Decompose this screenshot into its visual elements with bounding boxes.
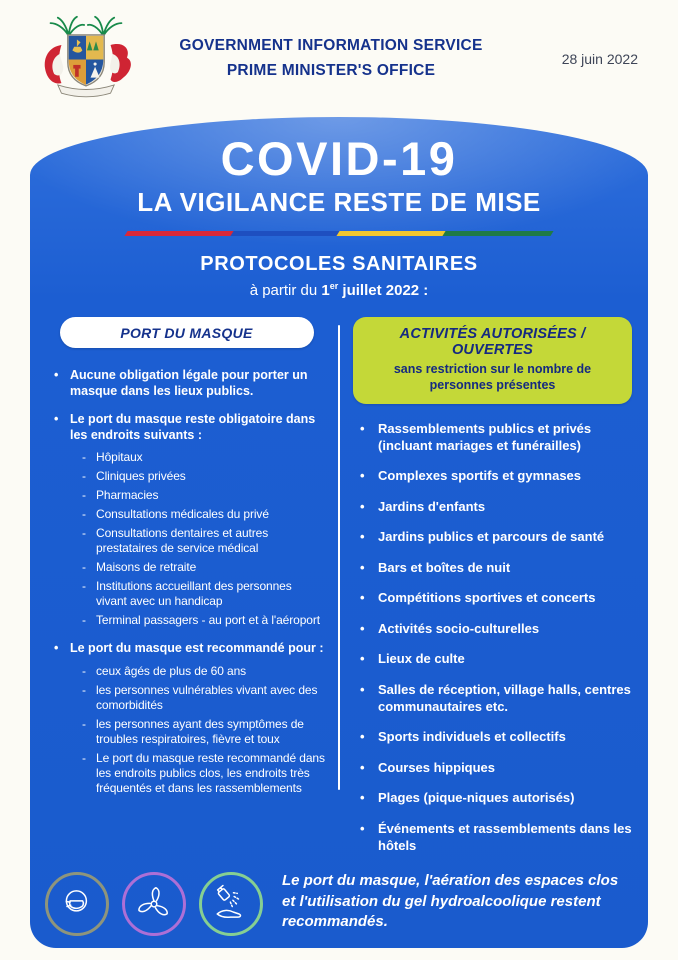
subitem-text: Maisons de retraite (96, 560, 197, 574)
activity-text: Rassemblements publics et privés (incluant mariages et funérailles) (378, 420, 592, 453)
content-columns (42, 317, 636, 867)
activity-text: Sports individuels et collectifs (378, 729, 566, 744)
activity-text: Plages (pique-niques autorisés) (378, 790, 575, 805)
effective-rest: juillet 2022 : (338, 282, 429, 300)
activity-item (353, 467, 636, 484)
mask-rule-subitem (82, 526, 325, 556)
dash-marker: - (82, 507, 86, 521)
mask-rule-subitem (82, 717, 325, 747)
bullet-marker: • (360, 559, 365, 575)
subitem-text: Pharmacies (96, 488, 159, 502)
masthead (0, 0, 678, 117)
dash-marker: - (82, 450, 86, 464)
bullet-marker: • (360, 420, 365, 436)
dash-marker: - (82, 663, 86, 678)
subitem-text: Consultations médicales du privé (96, 507, 269, 521)
activity-item (353, 589, 636, 606)
flag-segment (124, 231, 235, 236)
mask-rule-text: Aucune obligation légale pour porter un masque dans les lieux publics. (70, 368, 308, 398)
agency-title (136, 34, 526, 82)
dash-marker: - (82, 469, 86, 483)
bullet-marker: • (360, 468, 365, 483)
ventilation-fan-icon (122, 872, 186, 936)
covid-title: COVID-19 (220, 132, 458, 185)
bullet-marker: • (360, 729, 365, 744)
subitem-text: les personnes vulnérables vivant avec des comorbidités (96, 682, 318, 712)
mask-rules-list (48, 368, 325, 796)
effective-date (321, 282, 428, 299)
activity-item (353, 559, 636, 576)
subitem-text: les personnes ayant des symptômes de troubles respiratoires, fièvre et toux (96, 716, 304, 746)
activity-text: Complexes sportifs et gymnases (378, 468, 582, 483)
flag-segment (336, 231, 447, 236)
mask-rule-subitem (82, 579, 325, 609)
bullet-marker: • (360, 498, 365, 514)
activity-item (353, 759, 636, 776)
activity-item (353, 620, 636, 637)
subitem-text: Le port du masque reste recommandé dans les endroits publics clos, les endroits très fréquentés et dans les rassemblements (96, 750, 325, 795)
bullet-marker: • (360, 759, 365, 775)
activity-text: Événements et rassemblements dans les hôtels (378, 820, 632, 853)
bullet-marker: • (360, 820, 365, 836)
activity-text: Courses hippiques (378, 759, 496, 775)
dash-marker: - (82, 682, 86, 697)
dash-marker: - (82, 750, 86, 765)
activity-text: Salles de réception, village halls, centres communautaires etc. (378, 681, 631, 714)
subitem-text: Institutions accueillant des personnes vivant avec un handicap (96, 579, 292, 608)
mask-rule-item (50, 412, 325, 628)
activity-text: Lieux de culte (378, 651, 465, 666)
activity-item (353, 681, 636, 715)
activity-item (353, 498, 636, 515)
subitem-text: Hôpitaux (96, 450, 143, 464)
mask-column (42, 317, 325, 867)
effective-ordinal: er (329, 281, 339, 292)
bullet-marker: • (54, 641, 59, 655)
mask-rule-sublist (70, 450, 325, 628)
covid-panel (30, 117, 648, 948)
bullet-marker: • (360, 790, 365, 805)
mask-rule-text: Le port du masque reste obligatoire dans les endroits suivants : (70, 412, 316, 442)
bullet-marker: • (54, 412, 59, 426)
dash-marker: - (82, 488, 86, 502)
footer (45, 871, 632, 936)
dash-marker: - (82, 560, 86, 574)
bullet-marker: • (54, 368, 59, 382)
mask-rule-subitem (82, 488, 325, 503)
mask-icon (45, 872, 109, 936)
activity-text: Jardins d'enfants (378, 498, 486, 514)
bullet-marker: • (360, 681, 365, 697)
activities-heading-box (353, 317, 632, 404)
mask-rule-item (50, 641, 325, 796)
mask-rule-subitem (82, 507, 325, 522)
mask-rule-sublist (70, 664, 325, 796)
mask-rule-subitem (82, 683, 325, 713)
footer-note: Le port du masque, l'aération des espaces clos et l'utilisation du gel hydroalcoolique restent recommandés. (282, 872, 619, 930)
activities-list (353, 420, 636, 854)
activities-column (353, 317, 636, 867)
agency-line1: GOVERNMENT INFORMATION SERVICE (179, 37, 483, 55)
effective-date-line (30, 281, 648, 299)
date-label: 28 juin 2022 (561, 50, 638, 67)
subitem-text: Terminal passagers - au port et à l'aéroport (96, 613, 321, 627)
bullet-marker: • (360, 651, 365, 666)
flag-segment (230, 231, 341, 236)
mask-rule-item (50, 368, 325, 399)
activity-item (353, 420, 636, 454)
subitem-text: Consultations dentaires et autres prestataires de service médical (96, 526, 269, 555)
activities-subheading: sans restriction sur le nombre de personnes présentes (393, 362, 592, 393)
mask-rule-subitem (82, 560, 325, 575)
subitem-text: Cliniques privées (96, 469, 186, 483)
flag-segment (442, 231, 553, 236)
bullet-marker: • (360, 620, 365, 636)
dash-marker: - (82, 716, 86, 731)
activity-item (353, 650, 636, 667)
mask-rule-text: Le port du masque est recommandé pour : (70, 641, 324, 655)
vigilance-subtitle: LA VIGILANCE RESTE DE MISE (137, 187, 541, 218)
bullet-marker: • (360, 590, 365, 605)
mask-rule-subitem (82, 664, 325, 679)
column-divider (338, 325, 340, 790)
mask-rule-subitem (82, 450, 325, 465)
activity-item (353, 820, 636, 854)
activity-text: Jardins publics et parcours de santé (378, 529, 605, 544)
activities-heading: ACTIVITÉS AUTORISÉES / OUVERTES (399, 326, 586, 358)
effective-day: 1 (321, 282, 330, 300)
activity-text: Bars et boîtes de nuit (378, 559, 511, 575)
activity-item (353, 728, 636, 745)
dash-marker: - (82, 579, 86, 593)
dash-marker: - (82, 526, 86, 540)
effective-prefix: à partir du (249, 282, 322, 300)
mask-heading: PORT DU MASQUE (120, 324, 253, 341)
activity-item (353, 528, 636, 545)
mauritius-coat-of-arms (36, 14, 136, 110)
activity-item (353, 789, 636, 806)
agency-line2: PRIME MINISTER'S OFFICE (226, 61, 436, 79)
hand-sanitizer-icon (199, 872, 263, 936)
mask-rule-subitem (82, 751, 325, 796)
mask-rule-subitem (82, 613, 325, 628)
subitem-text: ceux âgés de plus de 60 ans (96, 663, 247, 678)
banner (30, 117, 648, 299)
flag-stripe (127, 231, 551, 236)
bullet-marker: • (360, 529, 365, 544)
mask-rule-subitem (82, 469, 325, 484)
activity-text: Compétitions sportives et concerts (378, 590, 596, 605)
protocols-title: PROTOCOLES SANITAIRES (200, 253, 478, 276)
mask-heading-pill (60, 317, 314, 348)
activity-text: Activités socio-culturelles (378, 620, 540, 636)
dash-marker: - (82, 613, 86, 627)
